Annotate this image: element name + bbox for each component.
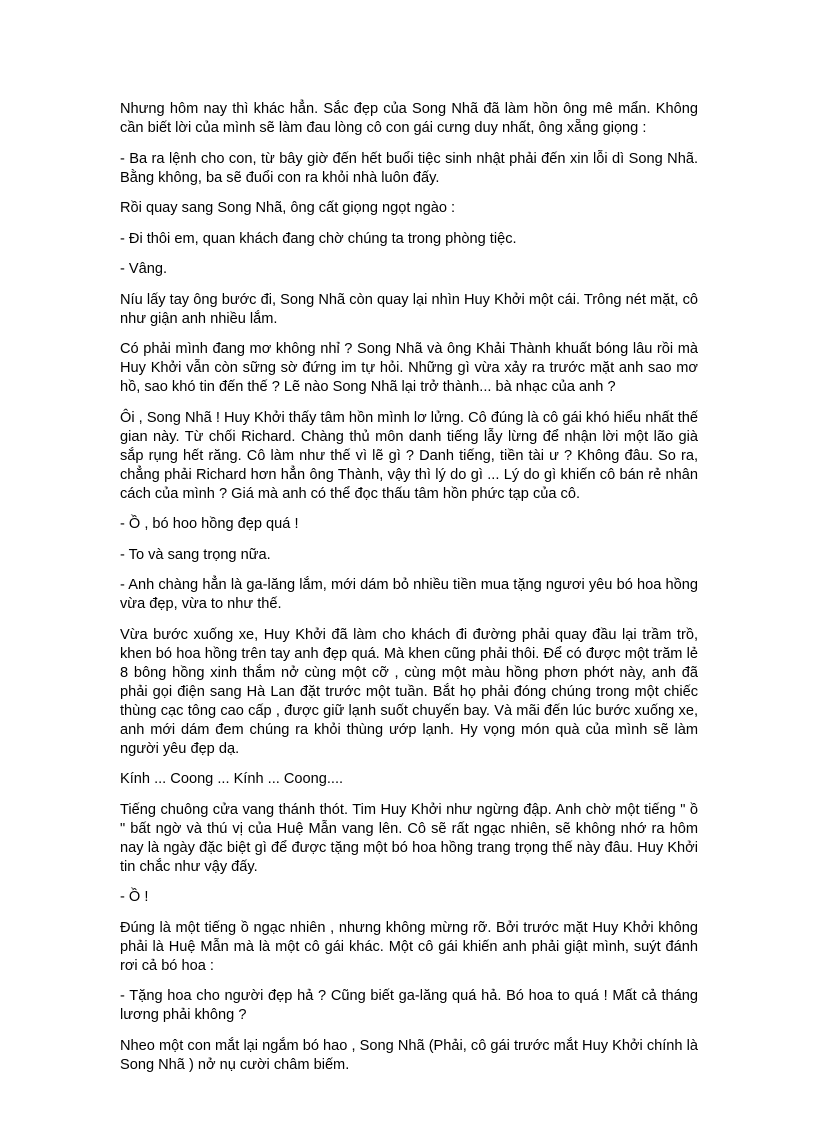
paragraph: - Tặng hoa cho người đẹp hả ? Cũng biết ga-lăng quá hả. Bó hoa to quá ! Mất cả tháng lương phải không ? bbox=[120, 988, 698, 1023]
paragraph: - Ồ ! bbox=[120, 889, 149, 905]
paragraph: Đúng là một tiếng ồ ngạc nhiên , nhưng không mừng rỡ. Bởi trước mặt Huy Khởi không phải là Huệ Mẫn mà là một cô gái khác. Một cô gái khiến anh phải giật mình, suýt đánh rơi cả bó hoa : bbox=[120, 919, 698, 974]
paragraph: - To và sang trọng nữa. bbox=[120, 546, 271, 563]
paragraph: Có phải mình đang mơ không nhỉ ? Song Nhã và ông Khải Thành khuất bóng lâu rồi mà Huy Khởi vẫn còn sững sờ đứng im tự hỏi. Những gì vừa xảy ra trước mặt anh sao mơ hồ, sao khó tin đến thế ? Lẽ nào Song Nhã lại trở thành... bà nhạc của anh ? bbox=[120, 341, 698, 395]
paragraph: Rồi quay sang Song Nhã, ông cất giọng ngọt ngào : bbox=[120, 200, 456, 216]
paragraph: - Ồ , bó hoo hồng đẹp quá ! bbox=[120, 516, 299, 532]
paragraph: - Vâng. bbox=[120, 261, 168, 277]
paragraph: Tiếng chuông cửa vang thánh thót. Tim Huy Khởi như ngừng đập. Anh chờ một tiếng " ồ " bất ngờ và thú vị của Huệ Mẫn vang lên. Cô sẽ rất ngạc nhiên, sẽ không nhớ ra hôm nay là ngày đặc biệt gì để được tặng một bó hoa hồng trang trọng thế này đâu. Huy Khởi tin chắc như vậy đấy. bbox=[120, 801, 698, 875]
paragraph: Nhưng hôm nay thì khác hẳn. Sắc đẹp của Song Nhã đã làm hồn ông mê mẩn. Không cần biết lời của mình sẽ làm đau lòng cô con gái cưng duy nhất, ông xẵng giọng : bbox=[120, 101, 698, 136]
paragraph: - Đi thôi em, quan khách đang chờ chúng ta trong phòng tiệc. bbox=[120, 230, 517, 247]
paragraph: - Ba ra lệnh cho con, từ bây giờ đến hết buổi tiệc sinh nhật phải đến xin lỗi dì Song Nhã. Bằng không, ba sẽ đuổi con ra khỏi nhà luôn đấy. bbox=[120, 150, 698, 186]
paragraph: Vừa bước xuống xe, Huy Khởi đã làm cho khách đi đường phải quay đầu lại trầm trồ, khen bó hoa hồng trên tay anh đẹp quá. Mà khen cũng phải thôi. Để có được một trăm lẻ 8 bông hồng xinh thắm nở cùng một cỡ , cùng một màu hồng phơn phớt này, anh đã phải gọi điện sang Hà Lan đặt trước một tuần. Bắt họ phải đóng chúng trong một chiếc thùng cạc tông cao cấp , được giữ lạnh suốt chuyến bay. Và mãi đến lúc bước xuống xe, anh mới dám đem chúng ra khỏi thùng ướp lạnh. Hy vọng món quà của mình sẽ làm người yêu đẹp dạ. bbox=[120, 626, 698, 757]
paragraph: Ôi , Song Nhã ! Huy Khởi thấy tâm hồn mình lơ lửng. Cô đúng là cô gái khó hiểu nhất thế gian này. Từ chối Richard. Chàng thủ môn danh tiếng lẫy lừng để nhận lời một lão già sắp rụng hết răng. Cô làm như thế vì lẽ gì ? Danh tiếng, tiền tài ư ? Không đâu. So ra, chẳng phải Richard hơn hẳn ông Thành, vậy thì lý do gì ... Lý do gì khiến cô bán rẻ nhân cách của mình ? Giá mà anh có thể đọc thấu tâm hồn phức tạp của cô. bbox=[120, 409, 698, 502]
paragraph: Kính ... Coong ... Kính ... Coong.... bbox=[120, 771, 344, 787]
paragraph: Nheo một con mắt lại ngắm bó hao , Song Nhã (Phải, cô gái trước mắt Huy Khởi chính là Song Nhã ) nở nụ cười châm biếm. bbox=[120, 1037, 698, 1073]
document-body bbox=[120, 100, 698, 1086]
paragraph: - Anh chàng hẳn là ga-lăng lắm, mới dám bỏ nhiều tiền mua tặng ngươi yêu bó hoa hồng vừa đẹp, vừa to như thế. bbox=[120, 577, 698, 612]
paragraph: Níu lấy tay ông bước đi, Song Nhã còn quay lại nhìn Huy Khởi một cái. Trông nét mặt, cô như giận anh nhiều lắm. bbox=[120, 291, 698, 327]
